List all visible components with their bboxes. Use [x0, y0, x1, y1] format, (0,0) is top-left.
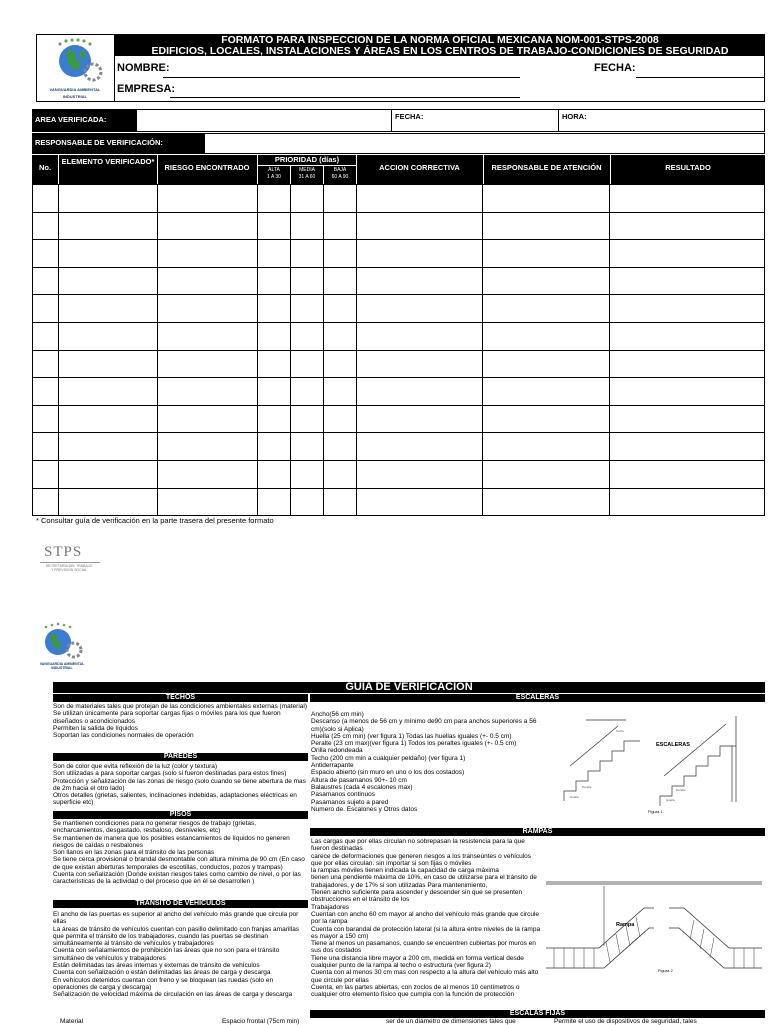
table-row — [33, 488, 765, 516]
table-cell[interactable] — [483, 378, 610, 406]
table-cell[interactable] — [356, 378, 483, 406]
table-cell[interactable] — [323, 378, 356, 406]
media-header — [291, 167, 323, 181]
table-cell[interactable] — [356, 295, 483, 323]
escaleras-text: Ancho(56 cm min) Descanso (a menos de 56 cm y mínimo de90 cm para anchos superiores a 56 cm)(solo si Aplica) Huella (25 cm min) (ver figura 1) Todas las huellas iguales (+- 0.5 cm) Peralte (23 cm max)(ver figura 1) Todos los peraltes iguales (+- 0.5 cm) Orilla redondeada Techo (200 cm min a cualquier peldaño) (ver figura 1) Antiderrapante Espacio abierto (sin muro en uno o los dos costados) Altura de pasamanos 90+- 10 cm Balaustres (cada 4 escalones max) Pasamanos continuos Pasamanos sujeto a pared Numero de. Escalones y Otros datos — [311, 711, 537, 813]
title-bar — [115, 34, 765, 56]
pisos-heading: PISOS — [53, 811, 308, 819]
table-row — [33, 460, 765, 488]
table-cell[interactable] — [323, 295, 356, 323]
table-cell[interactable] — [290, 322, 323, 350]
table-cell[interactable] — [610, 295, 765, 323]
hdr-sep — [290, 166, 291, 184]
svg-text:Peralte: Peralte — [582, 785, 592, 789]
rampas-figure — [544, 878, 764, 978]
table-cell[interactable] — [610, 212, 765, 240]
table-cell[interactable] — [257, 240, 290, 268]
table-cell[interactable] — [157, 185, 257, 213]
table-row — [33, 350, 765, 378]
table-row — [33, 267, 765, 295]
paredes-text: Son de color que evita reflexión de la luz (color y textura) Son utilizadas a para soportar cargas (solo si fueron destinadas para estos fines) Protección y señalización de las zonas de riesgo (solo cuando se tiene abertura de mas de 2m hacia el otro lado) Otros detalles (grietas, salientes, inclinaciones indebidas, adaptaciones eléctricas en superficie etc) — [53, 763, 306, 807]
table-cell[interactable] — [323, 185, 356, 213]
table-cell[interactable] — [33, 185, 59, 213]
table-cell[interactable] — [610, 322, 765, 350]
table-cell[interactable] — [483, 460, 610, 488]
table-cell[interactable] — [257, 460, 290, 488]
table-cell[interactable] — [356, 267, 483, 295]
table-cell[interactable] — [610, 185, 765, 213]
table-cell[interactable] — [290, 350, 323, 378]
escalas-bottom-4: Permite el uso de dispositivos de seguridad, tales — [554, 1018, 697, 1025]
table-cell[interactable] — [290, 378, 323, 406]
transito-heading: TRANSITO DE VEHICULOS — [53, 900, 308, 908]
table-cell[interactable] — [323, 212, 356, 240]
table-row — [33, 185, 765, 213]
table-cell[interactable] — [33, 350, 59, 378]
table-cell[interactable] — [157, 212, 257, 240]
hdr-sep — [356, 155, 357, 184]
escalas-heading: ESCALAS FIJAS — [310, 1010, 765, 1018]
responsable-field[interactable] — [204, 133, 765, 154]
table-row — [33, 433, 765, 461]
table-cell[interactable] — [157, 295, 257, 323]
fecha-verif-label: FECHA: — [395, 112, 424, 121]
table-cell[interactable] — [290, 405, 323, 433]
table-cell[interactable] — [290, 240, 323, 268]
hdr-sep — [257, 155, 258, 184]
table-row — [33, 212, 765, 240]
table-cell[interactable] — [58, 267, 157, 295]
col-accion: ACCION CORRECTIVA — [379, 163, 460, 172]
title-line-2: EDIFICIOS, LOCALES, INSTALACIONES Y ÁREAS EN LOS CENTROS DE TRABAJO-CONDICIONES DE SEGURIDAD — [151, 44, 729, 57]
responsable-label-cell — [32, 133, 204, 154]
table-cell[interactable] — [33, 460, 59, 488]
table-cell[interactable] — [356, 350, 483, 378]
hdr-sep — [157, 155, 158, 184]
hdr-sep — [610, 155, 611, 184]
table-cell[interactable] — [58, 350, 157, 378]
svg-text:Huella: Huella — [570, 795, 579, 799]
nombre-label: NOMBRE: — [117, 62, 170, 74]
rampas-fig-caption: Figura 2 — [658, 968, 673, 973]
table-cell[interactable] — [257, 212, 290, 240]
table-cell[interactable] — [58, 322, 157, 350]
table-cell[interactable] — [483, 185, 610, 213]
table-cell[interactable] — [323, 350, 356, 378]
svg-text:Peralte: Peralte — [676, 788, 686, 792]
table-cell[interactable] — [157, 433, 257, 461]
table-cell[interactable] — [58, 212, 157, 240]
table-cell[interactable] — [483, 240, 610, 268]
table-row — [33, 240, 765, 268]
table-cell[interactable] — [610, 378, 765, 406]
table-cell[interactable] — [290, 267, 323, 295]
table-cell[interactable] — [58, 378, 157, 406]
table-cell[interactable] — [58, 240, 157, 268]
table-cell[interactable] — [33, 322, 59, 350]
empresa-label: EMPRESA: — [117, 83, 176, 95]
title-line-1: FORMATO PARA INSPECCION DE LA NORMA OFICIAL MEXICANA NOM-001-STPS-2008 — [221, 34, 659, 46]
hora-cell[interactable] — [559, 109, 765, 132]
pisos-text: Se mantienen condiciones para no generar riesgos de trabajo (grietas, encharcamientos, desgastado, resbaloso, desniveles, etc) Se mantienen de manera que los posibles estancamientos de líquidos no generen riesgos de caídas o resbalones Son llanos en las zonas para el tránsito de las personas Se tiene cerca provisional o brandal desmontable con altura mínima de 90 cm (En caso de que existan aberturas temporales de escotillas, conductos, pozos y trampas) Cuenta con señalización (Donde existan riesgos tales como cambio de nivel, o por las características de la actividad o del proceso que en él se desarrollen ) — [53, 820, 305, 886]
table-cell[interactable] — [610, 350, 765, 378]
stps-logo — [34, 544, 104, 584]
table-cell[interactable] — [323, 322, 356, 350]
table-cell[interactable] — [157, 322, 257, 350]
stps-sub2: Y PREVISIÓN SOCIAL — [50, 568, 88, 572]
paredes-heading: PAREDES — [53, 753, 308, 761]
table-cell[interactable] — [356, 488, 483, 516]
hora-label: HORA: — [562, 112, 587, 121]
table-cell[interactable] — [58, 185, 157, 213]
table-cell[interactable] — [356, 212, 483, 240]
escalas-bottom-2: Espacio frontal (75cm min) — [222, 1018, 300, 1025]
table-cell[interactable] — [257, 378, 290, 406]
table-cell[interactable] — [356, 405, 483, 433]
escalas-bottom-1: Material — [60, 1018, 84, 1025]
rampas-heading: RAMPAS — [310, 828, 765, 836]
stps-rule — [40, 562, 100, 563]
table-row — [33, 378, 765, 406]
table-cell[interactable] — [257, 350, 290, 378]
escaleras-heading: ESCALERAS — [310, 694, 765, 702]
table-cell[interactable] — [58, 460, 157, 488]
table-cell[interactable] — [323, 460, 356, 488]
col-prioridad: PRIORIDAD (días) — [258, 155, 356, 166]
logo-cell — [36, 34, 115, 102]
table-cell[interactable] — [610, 433, 765, 461]
alta-header — [258, 167, 290, 181]
table-cell[interactable] — [33, 378, 59, 406]
table-cell[interactable] — [323, 405, 356, 433]
col-elemento: ELEMENTO VERIFICADO* — [61, 157, 155, 166]
table-row — [33, 295, 765, 323]
escaleras-fig-title: ESCALERAS — [656, 742, 690, 748]
table-cell[interactable] — [483, 433, 610, 461]
logo-2-caption: VANGUARDIA AMBIENTAL INDUSTRIAL — [39, 662, 85, 670]
table-cell[interactable] — [290, 433, 323, 461]
table-cell[interactable] — [157, 405, 257, 433]
table-cell[interactable] — [33, 212, 59, 240]
stps-sub1: SECRETARÍA DEL TRABAJO — [45, 564, 93, 568]
techos-heading: TECHOS — [53, 694, 308, 702]
fecha-field[interactable] — [636, 77, 764, 78]
col-riesgo: RIESGO ENCONTRADO — [164, 163, 250, 172]
company-logo-2 — [30, 620, 94, 670]
table-cell[interactable] — [610, 267, 765, 295]
table-cell[interactable] — [58, 488, 157, 516]
area-field[interactable] — [136, 109, 392, 132]
table-cell[interactable] — [58, 433, 157, 461]
inspection-table — [32, 184, 765, 516]
table-cell[interactable] — [33, 267, 59, 295]
table-cell[interactable] — [356, 460, 483, 488]
table-cell[interactable] — [257, 185, 290, 213]
media-label: MEDIA — [299, 167, 315, 173]
hdr-sep — [323, 166, 324, 184]
media-range: 31 A 60 — [298, 174, 316, 180]
hdr-sep — [58, 155, 59, 184]
table-cell[interactable] — [610, 488, 765, 516]
table-cell[interactable] — [257, 295, 290, 323]
table-cell[interactable] — [257, 433, 290, 461]
table-cell[interactable] — [323, 433, 356, 461]
area-label-cell — [32, 109, 136, 132]
table-cell[interactable] — [157, 240, 257, 268]
empresa-field[interactable] — [170, 97, 520, 98]
table-cell[interactable] — [257, 488, 290, 516]
table-cell[interactable] — [483, 405, 610, 433]
table-cell[interactable] — [356, 322, 483, 350]
table-cell[interactable] — [33, 433, 59, 461]
table-cell[interactable] — [58, 295, 157, 323]
table-cell[interactable] — [356, 185, 483, 213]
guide-title: GUIA DE VERIFICACION — [53, 682, 765, 693]
table-cell[interactable] — [483, 267, 610, 295]
table-cell[interactable] — [356, 433, 483, 461]
table-cell[interactable] — [33, 240, 59, 268]
table-cell[interactable] — [257, 405, 290, 433]
logo-caption: VANGUARDIA AMBIENTAL INDUSTRIAL — [49, 87, 101, 99]
col-resultado: RESULTADO — [665, 163, 711, 172]
table-cell[interactable] — [610, 240, 765, 268]
table-cell[interactable] — [483, 295, 610, 323]
baja-header — [324, 167, 356, 181]
table-row — [33, 322, 765, 350]
fecha-label: FECHA: — [594, 62, 636, 74]
table-cell[interactable] — [290, 460, 323, 488]
table-cell[interactable] — [290, 488, 323, 516]
table-cell[interactable] — [257, 267, 290, 295]
rampas-text: Las cargas que por ellas circulan no sobrepasan la resistencia para la que fueron destinadas carece de deformaciones que generen riesgos a los transeúntes o vehículos que por ellas circulan. sin importar si son fijas o móviles la rampas móviles tienen indicada la capacidad de carga máxima tienen una pendiente máxima de 10%, en caso de utilizarse para el tránsito de trabajadores, y de 17% si son utilizadas Para mantenimiento, Tienen ancho suficiente para ascender y descender sin que se presenten obstrucciones en el tránsito de los Trabajadores Cuentan con ancho 60 cm mayor al ancho del vehículo más grande que circule por la rampa Cuenta con barandal de protección lateral (si la altura entre niveles de la rampa es mayor a 150 cm) Tiene al menos un pasamanos, cuando se encuentren cubiertas por muros en sus dos costados Tiene una distancia libre mayor a 200 cm, medida en forma vertical desde cualquier punto de la rampa al techo o estructura (ver figura 2) Cuenta con al menos 30 cm mas con respecto a la altura del vehículo más alto que circule por ellas Cuenta, en las partes abiertas, con zoclos de al menos 10 centímetros o cualquier otro elemento físico que cumpla con la función de protección — [311, 838, 541, 999]
nombre-field[interactable] — [163, 77, 520, 78]
table-cell[interactable] — [610, 405, 765, 433]
table-cell[interactable] — [323, 488, 356, 516]
globe-icon — [30, 620, 94, 662]
table-cell[interactable] — [483, 350, 610, 378]
stps-name: STPS — [44, 544, 83, 560]
responsable-label: RESPONSABLE DE VERIFICACIÓN: — [35, 138, 163, 147]
table-cell[interactable] — [290, 295, 323, 323]
escalas-bottom-3: ser de un diámetro de dimensiones tales que — [386, 1018, 516, 1025]
table-cell[interactable] — [157, 350, 257, 378]
baja-range: 60 A 90 — [331, 174, 349, 180]
fecha-verif-cell[interactable] — [392, 109, 559, 132]
alta-range: 1 A 30 — [267, 174, 281, 180]
col-no: No. — [38, 163, 52, 172]
table-cell[interactable] — [323, 240, 356, 268]
baja-label: BAJA — [333, 167, 347, 173]
escaleras-figure — [556, 706, 762, 818]
table-row — [33, 405, 765, 433]
table-cell[interactable] — [483, 488, 610, 516]
table-cell[interactable] — [323, 267, 356, 295]
footnote: * Consultar guía de verificación en la parte trasera del presente formato — [36, 516, 274, 525]
table-cell[interactable] — [610, 460, 765, 488]
table-cell[interactable] — [157, 378, 257, 406]
table-cell[interactable] — [157, 267, 257, 295]
table-cell[interactable] — [356, 240, 483, 268]
col-responsable: RESPONSABLE DE ATENCIÓN — [491, 163, 602, 172]
ramp-diagram-icon — [544, 878, 764, 978]
svg-text:Techo: Techo — [616, 729, 625, 733]
table-cell[interactable] — [33, 405, 59, 433]
table-cell[interactable] — [33, 295, 59, 323]
table-cell[interactable] — [33, 488, 59, 516]
techos-text: Son de materiales tales que protejan de las condiciones ambientales externas (material) Se utilizan únicamente para soportar cargas fijas o móviles para los que fueron diseñados o acondicionados Permiten la salida de líquidos Soportan las condiciones normales de operación — [53, 703, 308, 740]
transito-text: El ancho de las puertas es superior al ancho del vehículo más grande que circula por ellas La áreas de tránsito de vehículos cuentan con pasillo delimitado con franjas amarillas que permita el tránsito de los trabajadores, cuando las puertas se destinan simultáneamente al tránsito de vehículos y trabajadores Cuenta con señalamientos de prohibición las áreas que no son para el tránsito simultáneo de vehículos y trabajadores Están delimitadas las áreas internas y externas de tránsito de vehículos Cuenta con señalización o están delimitadas las áreas de carga y descarga En vehículos detenidos cuentan con freno y se bloquean las ruedas (solo en operaciones de carga y descarga) Señalización de velocidad máxima de circulación en las áreas de carga y descarga — [53, 911, 300, 999]
table-cell[interactable] — [290, 185, 323, 213]
table-cell[interactable] — [257, 322, 290, 350]
table-cell[interactable] — [157, 460, 257, 488]
table-cell[interactable] — [157, 488, 257, 516]
table-cell[interactable] — [483, 212, 610, 240]
hdr-sep — [483, 155, 484, 184]
table-cell[interactable] — [58, 405, 157, 433]
alta-label: ALTA — [268, 167, 280, 173]
escaleras-fig-caption: Figura 1 — [648, 809, 663, 814]
table-cell[interactable] — [290, 212, 323, 240]
area-label: AREA VERIFICADA: — [35, 115, 107, 124]
table-cell[interactable] — [483, 322, 610, 350]
rampas-fig-title: Rampa — [616, 922, 635, 928]
stairs-diagram-icon — [556, 706, 762, 818]
svg-text:Huella: Huella — [666, 798, 675, 802]
